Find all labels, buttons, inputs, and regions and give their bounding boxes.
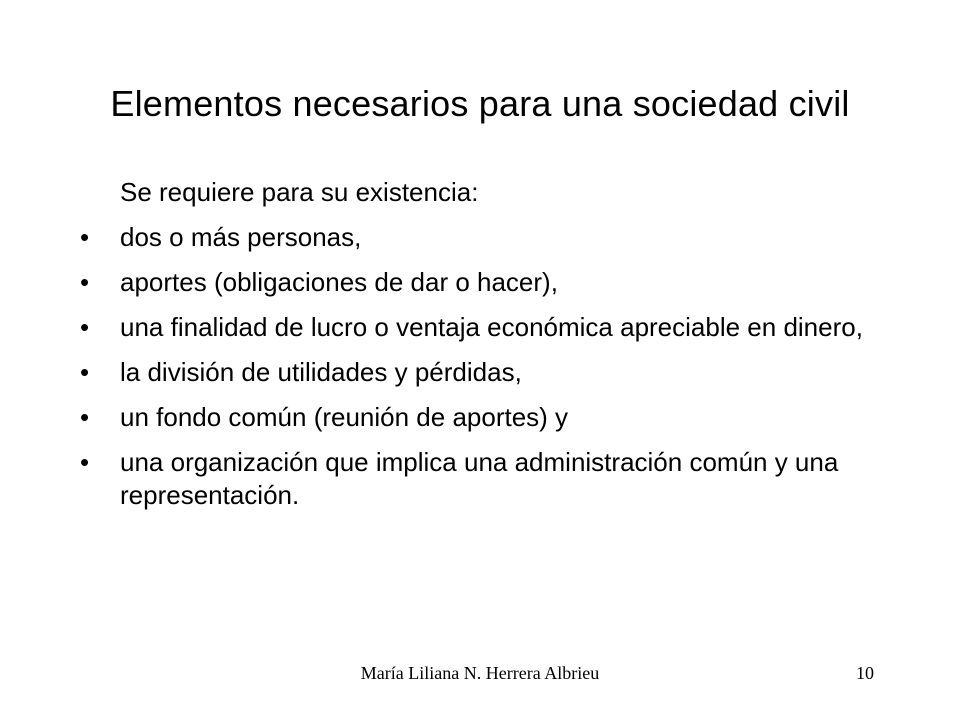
bullet-text: dos o más personas, <box>120 222 362 252</box>
bullet-item <box>80 401 880 434</box>
bullet-point-icon: • <box>80 222 90 252</box>
intro-text: Se requiere para su existencia: <box>120 177 479 207</box>
slide-number: 10 <box>856 663 874 683</box>
slide-body <box>80 176 880 524</box>
slide-title: Elementos necesarios para una sociedad civil <box>110 83 850 124</box>
bullet-item <box>80 446 880 512</box>
bullet-text: una finalidad de lucro o ventaja económica apreciable en dinero, <box>120 312 863 342</box>
bullet-item <box>80 221 880 254</box>
bullet-text: un fondo común (reunión de aportes) y <box>120 402 569 432</box>
bullet-item <box>80 311 880 344</box>
bullet-point-icon: • <box>80 267 90 297</box>
bullet-point-icon: • <box>80 402 90 432</box>
bullet-list <box>80 221 880 512</box>
bullet-text: una organización que implica una administración común y una representación. <box>120 447 839 510</box>
bullet-text: aportes (obligaciones de dar o hacer), <box>120 267 558 297</box>
footer-author: María Liliana N. Herrera Albrieu <box>360 663 600 683</box>
bullet-item <box>80 266 880 299</box>
bullet-text: la división de utilidades y pérdidas, <box>120 357 522 387</box>
bullet-point-icon: • <box>80 447 90 477</box>
bullet-point-icon: • <box>80 357 90 387</box>
bullet-point-icon: • <box>80 312 90 342</box>
bullet-item <box>80 356 880 389</box>
